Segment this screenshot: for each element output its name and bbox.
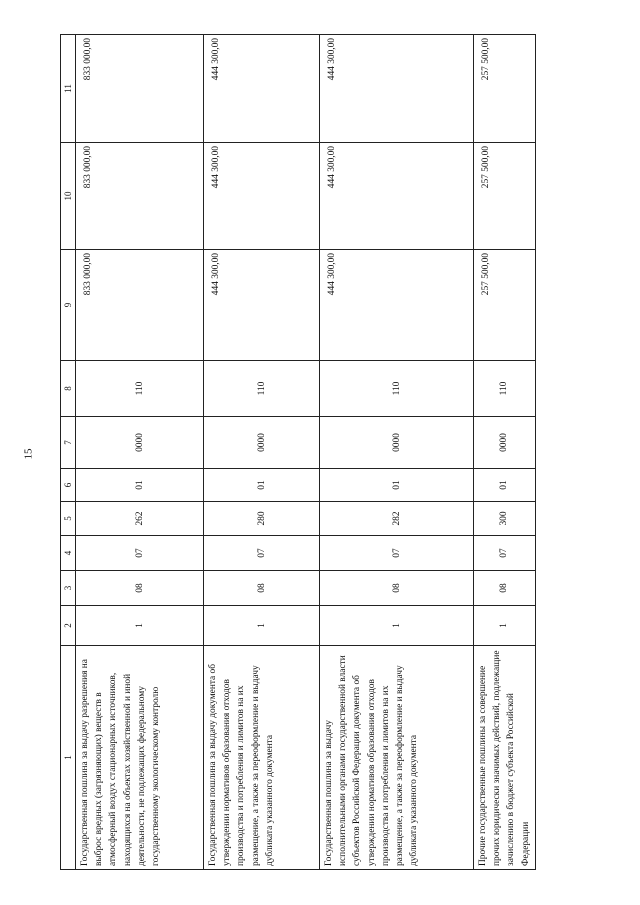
description-cell: Прочие государственные пошлины за совершение прочих юридически значимых действий, подлежащие зачислению в бюджет субъекта Российской Федерации [474,646,536,870]
code-cell: 07 [320,536,474,571]
code-cell: 1 [76,606,204,646]
code-cell: 1 [204,606,320,646]
amount-cell: 833 000,00 [76,35,204,143]
table-row [474,35,536,870]
code-cell: 262 [76,502,204,536]
table-row [320,35,474,870]
header-cell: 11 [61,35,76,143]
code-cell: 280 [204,502,320,536]
table-header-row [61,35,76,870]
code-cell: 01 [204,469,320,502]
amount-cell: 257 500,00 [474,35,536,143]
header-cell: 6 [61,469,76,502]
code-cell: 08 [320,571,474,606]
code-cell: 110 [204,361,320,417]
code-cell: 0000 [76,417,204,469]
code-cell: 01 [76,469,204,502]
code-cell: 110 [320,361,474,417]
amount-cell: 257 500,00 [474,143,536,250]
header-cell: 2 [61,606,76,646]
amount-cell: 444 300,00 [204,35,320,143]
header-cell: 4 [61,536,76,571]
amount-cell: 444 300,00 [320,143,474,250]
amount-cell: 444 300,00 [204,143,320,250]
amount-cell: 444 300,00 [320,35,474,143]
amount-cell: 257 500,00 [474,250,536,361]
header-cell: 1 [61,646,76,870]
code-cell: 01 [474,469,536,502]
amount-cell: 444 300,00 [320,250,474,361]
code-cell: 07 [204,536,320,571]
code-cell: 07 [76,536,204,571]
code-cell: 1 [474,606,536,646]
header-cell: 10 [61,143,76,250]
amount-cell: 444 300,00 [204,250,320,361]
code-cell: 282 [320,502,474,536]
code-cell: 0000 [474,417,536,469]
budget-table [60,34,536,870]
code-cell: 0000 [204,417,320,469]
description-cell: Государственная пошлина за выдачу документа об утверждении нормативов образования отходов производства и потребления и лимитов на их размещение, а также за переоформление и выдачу дубликата указанного документа [204,646,320,870]
header-cell: 8 [61,361,76,417]
code-cell: 1 [320,606,474,646]
header-cell: 9 [61,250,76,361]
code-cell: 01 [320,469,474,502]
budget-table-container [60,35,530,870]
table-row [204,35,320,870]
code-cell: 08 [474,571,536,606]
code-cell: 0000 [320,417,474,469]
page-number: 15 [22,448,34,460]
description-cell: Государственная пошлина за выдачу исполнительными органами государственной власти субъектов Российской Федерации документа об утверждении нормативов образования отходов производства и потребления и лимитов на их размещение, а также за переоформление и выдачу дубликата указанного документа [320,646,474,870]
amount-cell: 833 000,00 [76,143,204,250]
header-cell: 3 [61,571,76,606]
amount-cell: 833 000,00 [76,250,204,361]
code-cell: 08 [76,571,204,606]
code-cell: 07 [474,536,536,571]
code-cell: 300 [474,502,536,536]
header-cell: 7 [61,417,76,469]
code-cell: 08 [204,571,320,606]
description-cell: Государственная пошлина за выдачу разрешения на выброс вредных (загрязняющих) веществ в атмосферный воздух стационарных источников, находящихся на объектах хозяйственной и иной деятельности, не подлежащих федеральному государственному экологическому контролю [76,646,204,870]
code-cell: 110 [76,361,204,417]
table-row [76,35,204,870]
code-cell: 110 [474,361,536,417]
header-cell: 5 [61,502,76,536]
